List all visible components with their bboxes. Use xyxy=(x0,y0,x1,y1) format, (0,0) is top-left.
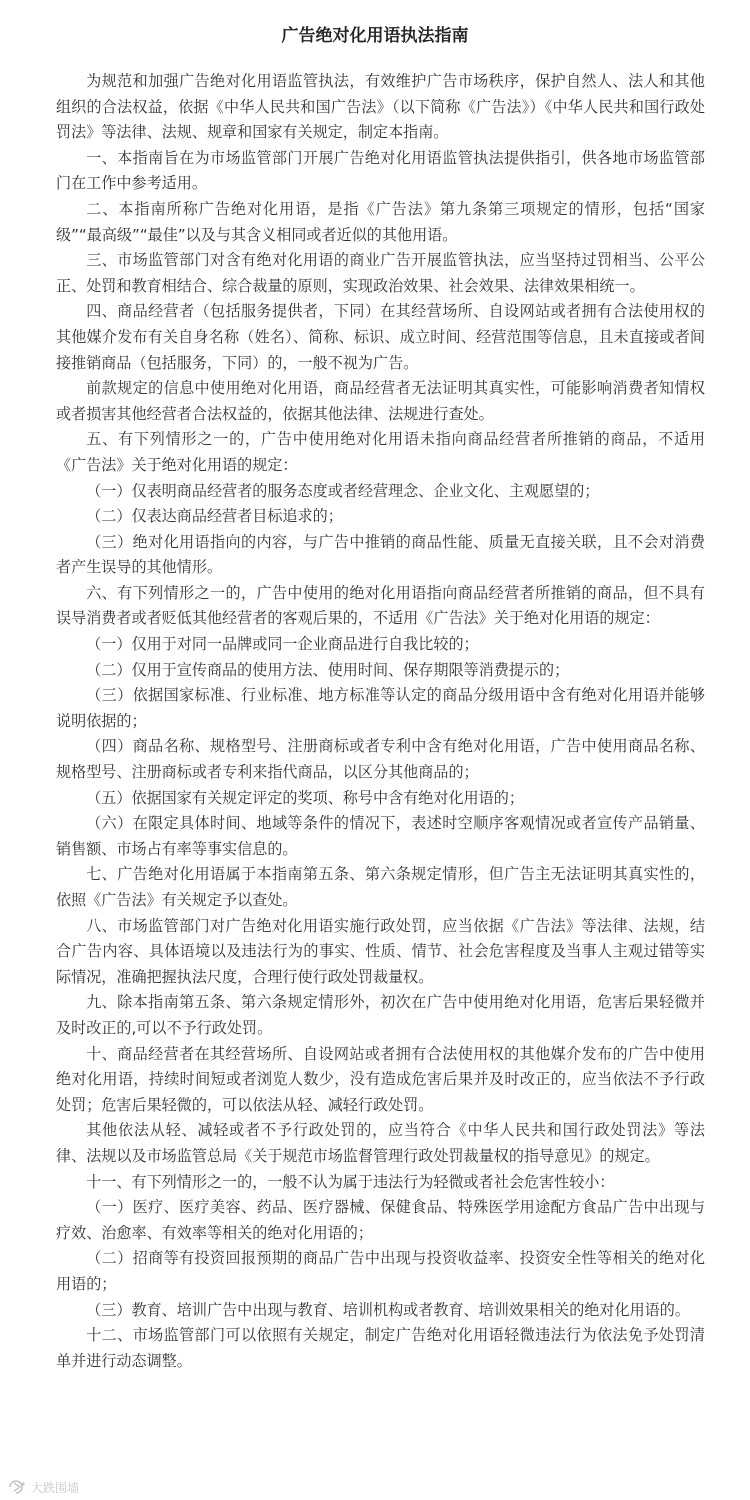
paragraph-article-6-item-5: （五）依据国家有关规定评定的奖项、称号中含有绝对化用语的； xyxy=(86,788,524,807)
paragraph-article-3: 三、市场监管部门对含有绝对化用语的商业广告开展监管执法，应当坚持过罚相当、公平公正、处罚和教育相结合、综合裁量的原则，实现政治效果、社会效果、法律效果相统一。 xyxy=(56,251,705,295)
paragraph-article-11: 十一、有下列情形之一的，一般不认为属于违法行为轻微或者社会危害性较小： xyxy=(86,1172,615,1191)
watermark xyxy=(8,1478,79,1496)
paragraph-article-10: 十、商品经营者在其经营场所、自设网站或者拥有合法使用权的其他媒介发布的广告中使用绝对化用语，持续时间短或者浏览人数少，没有造成危害后果并及时改正的，应当依法不予行政处罚；危害后果轻微的，可以依法从轻、减轻行政处罚。 xyxy=(56,1044,705,1114)
paragraph-article-11-item-1: （一）医疗、医疗美容、药品、医疗器械、保健食品、特殊医学用途配方食品广告中出现与疗效、治愈率、有效率等相关的绝对化用语的； xyxy=(56,1198,705,1242)
paragraph-article-5: 五、有下列情形之一的，广告中使用绝对化用语未指向商品经营者所推销的商品，不适用《广告法》关于绝对化用语的规定： xyxy=(56,430,705,474)
paragraph-article-12: 十二、市场监管部门可以依照有关规定，制定广告绝对化用语轻微违法行为依法免予处罚清单并进行动态调整。 xyxy=(56,1326,705,1370)
paragraph-article-1: 一、本指南旨在为市场监管部门开展广告绝对化用语监管执法提供指引，供各地市场监管部门在工作中参考适用。 xyxy=(56,148,705,193)
paragraph-article-4: 四、商品经营者（包括服务提供者，下同）在其经营场所、自设网站或者拥有合法使用权的其他媒介发布有关自身名称（姓名）、简称、标识、成立时间、经营范围等信息，且未直接或者间接推销商品（包括服务，下同）的，一般不视为广告。 xyxy=(56,302,705,372)
paragraph-article-6: 六、有下列情形之一的，广告中使用的绝对化用语指向商品经营者所推销的商品，但不具有误导消费者或者贬低其他经营者的客观后果的，不适用《广告法》关于绝对化用语的规定： xyxy=(56,583,705,628)
paragraph-article-6-item-2: （二）仅用于宣传商品的使用方法、使用时间、保存期限等消费提示的； xyxy=(86,660,570,679)
paragraph-article-11-item-3: （三）教育、培训广告中出现与教育、培训机构或者教育、培训效果相关的绝对化用语的。 xyxy=(86,1300,690,1319)
watermark-text: 大跌围墙 xyxy=(31,1480,80,1495)
paragraph-article-5-item-3: （三）绝对化用语指向的内容，与广告中推销的商品性能、质量无直接关联，且不会对消费者产生误导的其他情形。 xyxy=(56,532,705,577)
paragraph-article-8: 八、市场监管部门对广告绝对化用语实施行政处罚，应当依据《广告法》等法律、法规，结合广告内容、具体语境以及违法行为的事实、性质、情节、社会危害程度及当事人主观过错等实际情况，准确把握执法尺度，合理行使行政处罚裁量权。 xyxy=(56,916,705,986)
paragraph-article-9: 九、除本指南第五条、第六条规定情形外，初次在广告中使用绝对化用语，危害后果轻微并及时改正的,可以不予行政处罚。 xyxy=(56,993,705,1037)
paragraph-article-6-item-4: （四）商品名称、规格型号、注册商标或者专利中含有绝对化用语，广告中使用商品名称、规格型号、注册商标或者专利来指代商品，以区分其他商品的； xyxy=(56,737,705,782)
paragraph-article-2: 二、本指南所称广告绝对化用语，是指《广告法》第九条第三项规定的情形，包括“国家级”“最高级”“最佳”以及与其含义相同或者近似的其他用语。 xyxy=(56,199,705,244)
document-body xyxy=(56,69,705,1374)
paragraph-article-6-item-6: （六）在限定具体时间、地域等条件的情况下，表述时空顺序客观情况或者宣传产品销量、销售额、市场占有率等事实信息的。 xyxy=(56,814,705,858)
paragraph-article-6-item-1: （一）仅用于对同一品牌或同一企业商品进行自我比较的； xyxy=(86,635,479,654)
paragraph-preamble: 为规范和加强广告绝对化用语监管执法，有效维护广告市场秩序，保护自然人、法人和其他组织的合法权益，依据《中华人民共和国广告法》（以下简称《广告法》）《中华人民共和国行政处罚法》等法律、法规、规章和国家有关规定，制定本指南。 xyxy=(56,72,705,142)
document-title: 广告绝对化用语执法指南 xyxy=(281,26,469,46)
brand-logo-icon xyxy=(8,1479,28,1495)
paragraph-article-6-item-3: （三）依据国家标准、行业标准、地方标准等认定的商品分级用语中含有绝对化用语并能够说明依据的； xyxy=(56,686,705,730)
paragraph-article-5-item-2: （二）仅表达商品经营者目标追求的； xyxy=(86,507,343,526)
paragraph-article-4-clause-2: 前款规定的信息中使用绝对化用语，商品经营者无法证明其真实性，可能影响消费者知情权或者损害其他经营者合法权益的，依据其他法律、法规进行查处。 xyxy=(56,379,705,423)
paragraph-article-10-clause-2: 其他依法从轻、减轻或者不予行政处罚的，应当符合《中华人民共和国行政处罚法》等法律、法规以及市场监管总局《关于规范市场监督管理行政处罚裁量权的指导意见》的规定。 xyxy=(56,1121,705,1165)
paragraph-article-7: 七、广告绝对化用语属于本指南第五条、第六条规定情形，但广告主无法证明其真实性的，依照《广告法》有关规定予以查处。 xyxy=(56,865,705,909)
paragraph-article-11-item-2: （二）招商等有投资回报预期的商品广告中出现与投资收益率、投资安全性等相关的绝对化用语的； xyxy=(56,1249,705,1293)
paragraph-article-5-item-1: （一）仅表明商品经营者的服务态度或者经营理念、企业文化、主观愿望的； xyxy=(86,481,600,500)
